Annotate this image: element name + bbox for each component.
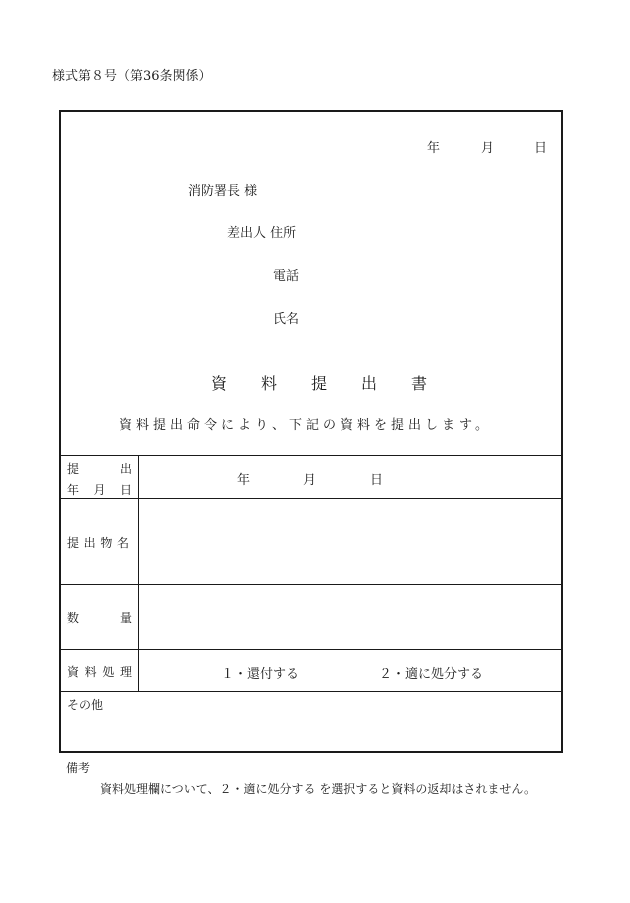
handling-option-dispose[interactable]: ２・適に処分する (379, 667, 484, 682)
sender-address-label: 差出人 住所 (227, 226, 297, 241)
date-year: 年 (427, 141, 441, 156)
remarks-text: 資料処理欄について、２・適に処分する を選択すると資料の返却はされません。 (100, 782, 537, 796)
handling-label: 資 料 処 理 (67, 665, 132, 679)
form-frame (59, 110, 563, 753)
sender-name-label: 氏名 (273, 312, 300, 327)
table-top-border (61, 455, 561, 456)
statement: 資料提出命令により、下記の資料を提出します。 (119, 418, 492, 433)
item-name-field[interactable] (139, 499, 563, 584)
document-title: 資料提出書 (211, 374, 462, 393)
remarks-heading: 備考 (66, 761, 91, 775)
quantity-label: 数 量 (67, 611, 132, 625)
handling-option-return[interactable]: １・還付する (221, 667, 300, 682)
form-number: 様式第８号（第36条関係） (52, 69, 212, 84)
other-field[interactable] (61, 692, 563, 753)
addressee: 消防署長 様 (188, 184, 258, 199)
date-month: 月 (481, 141, 495, 156)
submission-day: 日 (370, 473, 384, 488)
sender-phone-label: 電話 (273, 269, 300, 284)
submission-year: 年 (237, 473, 251, 488)
other-label: その他 (67, 698, 104, 712)
submission-date-label-top: 提 出 (67, 462, 132, 476)
item-name-label: 提 出 物 名 (67, 536, 129, 550)
submission-month: 月 (303, 473, 317, 488)
row-divider (61, 649, 561, 650)
date-day: 日 (534, 141, 548, 156)
quantity-field[interactable] (139, 585, 563, 649)
submission-date-label-bottom: 年 月 日 (67, 483, 132, 497)
